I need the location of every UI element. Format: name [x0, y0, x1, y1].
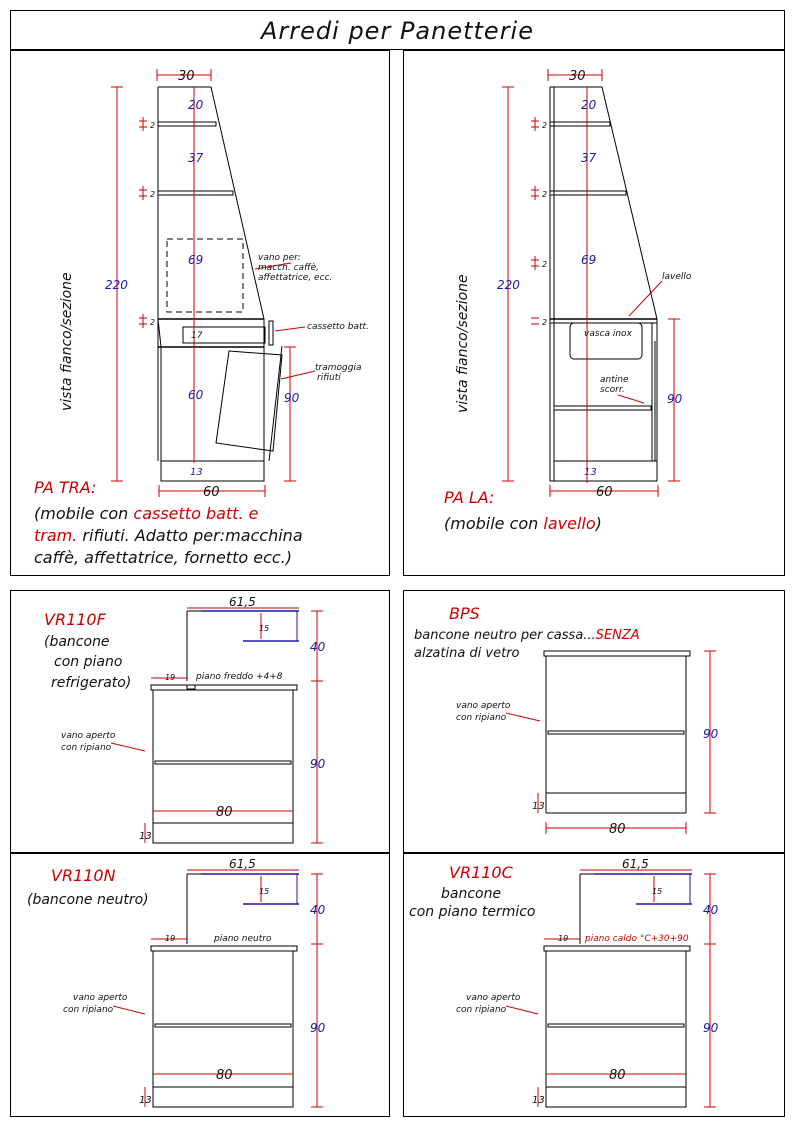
vr110c-dim-61: 61,5 [622, 857, 649, 871]
vr110c-piano: piano caldo °C+30+90 [585, 934, 689, 944]
pa-la-dim-2b: 2 [542, 190, 548, 199]
pa-tra-dim-220: 220 [105, 278, 128, 292]
pa-la-dim-2a: 2 [542, 121, 548, 130]
pa-la-dim-37: 37 [581, 151, 597, 165]
pa-tra-name: PA TRA: [34, 478, 97, 497]
pa-la-drawing [404, 51, 786, 577]
pa-la-dim-30: 30 [569, 69, 586, 84]
vr110n-dim-13: 13 [139, 1095, 152, 1106]
vr110c-drawing [404, 854, 786, 1118]
pa-tra-dim-30: 30 [178, 69, 195, 84]
pa-tra-callout-vano-3: affettatrice, ecc. [258, 273, 333, 283]
pa-la-dim-width: 60 [596, 485, 613, 500]
bps-drawing [404, 591, 786, 854]
pa-tra-dim-69: 69 [188, 253, 204, 267]
bps-dim-80: 80 [609, 822, 626, 837]
vr110f-dim-80: 80 [216, 805, 233, 820]
vr110f-drawing [11, 591, 391, 854]
pa-la-dim-69: 69 [581, 253, 597, 267]
svg-text:(mobile con cassetto batt. e [34, 504, 259, 523]
pa-tra-dim-60: 60 [188, 388, 204, 402]
pa-la-dim-2d: 2 [542, 318, 548, 327]
bps-desc-2: alzatina di vetro [414, 646, 520, 661]
vr110c-dim-90: 90 [703, 1021, 719, 1035]
pa-la-desc-b: lavello [543, 514, 596, 533]
panel-vr110f [10, 590, 390, 853]
pa-tra-dim-width: 60 [203, 485, 220, 500]
pa-tra-callout-tramoggia-1: tramoggia [315, 363, 362, 373]
pa-tra-callout-vano-2: macch. caffè, [258, 263, 319, 273]
vr110n-piano: piano neutro [214, 934, 272, 944]
vr110n-dim-40: 40 [310, 903, 326, 917]
svg-text:(mobile con lavello) [444, 514, 602, 533]
panel-vr110c [403, 853, 785, 1117]
bps-name: BPS [449, 604, 480, 623]
bps-vano-2: con ripiano [456, 713, 507, 723]
pa-la-dim-20: 20 [581, 98, 597, 112]
pa-la-antine-1: antine [600, 375, 629, 385]
pa-la-vasca-label: vasca inox [584, 329, 632, 339]
vr110c-dim-15: 15 [652, 887, 663, 896]
vr110f-name: VR110F [44, 610, 106, 629]
title-bar [10, 10, 785, 50]
pa-la-callout-lavello: lavello [662, 272, 692, 282]
pa-tra-dim-2c: 2 [150, 318, 156, 327]
vr110c-dim-40: 40 [703, 903, 719, 917]
vr110c-dim-80: 80 [609, 1068, 626, 1083]
vr110n-dim-80: 80 [216, 1068, 233, 1083]
bps-vano-1: vano aperto [456, 701, 511, 711]
panel-bps [403, 590, 785, 853]
vr110c-vano-1: vano aperto [466, 993, 521, 1003]
pa-la-dim-220: 220 [497, 278, 520, 292]
pa-tra-dim-17: 17 [191, 331, 203, 341]
vr110f-desc-2: con piano [54, 654, 123, 670]
bps-dim-90: 90 [703, 727, 719, 741]
pa-tra-dim-13: 13 [190, 467, 203, 478]
pa-tra-desc-2a: tram. [34, 526, 78, 545]
panel-pa-la [403, 50, 785, 576]
vr110f-desc-3: refrigerato) [51, 675, 132, 691]
vr110f-desc-1: (bancone [44, 634, 110, 650]
pa-la-dim-90: 90 [667, 392, 683, 406]
pa-tra-dim-2b: 2 [150, 190, 156, 199]
vr110c-dim-19: 19 [558, 934, 569, 943]
vr110f-vano-2: con ripiano [61, 743, 112, 753]
pa-la-dim-13: 13 [584, 467, 597, 478]
vr110f-dim-19: 19 [165, 673, 176, 682]
pa-tra-desc-1b: cassetto batt. e [133, 504, 259, 523]
pa-tra-dim-37: 37 [188, 151, 204, 165]
pa-tra-drawing [11, 51, 391, 577]
vr110n-dim-90: 90 [310, 1021, 326, 1035]
vr110f-vano-1: vano aperto [61, 731, 116, 741]
pa-tra-desc-3: caffè, affettatrice, fornetto ecc.) [34, 548, 292, 567]
pa-la-desc-a: (mobile con [444, 514, 544, 533]
svg-text:bancone neutro per cassa...SEN [414, 628, 640, 643]
vr110c-vano-2: con ripiano [456, 1005, 507, 1015]
panel-vr110n [10, 853, 390, 1117]
vr110c-dim-13: 13 [532, 1095, 545, 1106]
vr110n-dim-15: 15 [259, 887, 270, 896]
vr110f-dim-40: 40 [310, 640, 326, 654]
vr110f-dim-61: 61,5 [229, 595, 256, 609]
bps-dim-13: 13 [532, 801, 545, 812]
pa-tra-callout-cassetto: cassetto batt. [307, 322, 369, 332]
panel-pa-tra [10, 50, 390, 576]
vr110n-vano-1: vano aperto [73, 993, 128, 1003]
vr110n-drawing [11, 854, 391, 1118]
bps-desc-1a: bancone neutro per cassa... [414, 628, 596, 643]
pa-tra-side-label: vista fianco/sezione [59, 272, 75, 411]
vr110c-desc-2: con piano termico [409, 904, 536, 920]
page-title: Arredi per Panetterie [261, 17, 534, 45]
vr110f-piano: piano freddo +4+8 [196, 672, 283, 682]
pa-tra-dim-90: 90 [284, 391, 300, 405]
vr110c-desc-1: bancone [441, 886, 502, 902]
vr110n-name: VR110N [51, 866, 116, 885]
pa-tra-desc-1a: (mobile con [34, 504, 134, 523]
pa-la-antine-2: scorr. [600, 385, 625, 395]
vr110n-dim-19: 19 [165, 934, 176, 943]
pa-tra-callout-tramoggia-2: rifiuti [317, 373, 341, 383]
pa-tra-dim-2a: 2 [150, 121, 156, 130]
bps-desc-1b: SENZA [595, 628, 640, 643]
vr110n-vano-2: con ripiano [63, 1005, 114, 1015]
vr110n-desc: (bancone neutro) [27, 892, 149, 908]
pa-tra-dim-20: 20 [188, 98, 204, 112]
vr110f-dim-15: 15 [259, 624, 270, 633]
pa-la-dim-2c: 2 [542, 260, 548, 269]
vr110c-name: VR110C [449, 863, 513, 882]
vr110f-dim-13: 13 [139, 831, 152, 842]
pa-la-desc-c: ) [595, 514, 602, 533]
pa-la-side-label: vista fianco/sezione [455, 274, 471, 413]
vr110n-dim-61: 61,5 [229, 857, 256, 871]
pa-tra-desc-2b: rifiuti. Adatto per:macchina [77, 526, 303, 545]
pa-la-name: PA LA: [444, 488, 495, 507]
vr110f-dim-90: 90 [310, 757, 326, 771]
pa-tra-callout-vano-1: vano per: [258, 253, 301, 263]
svg-text:tram. rifiuti. Adatto per:macc [34, 526, 303, 545]
